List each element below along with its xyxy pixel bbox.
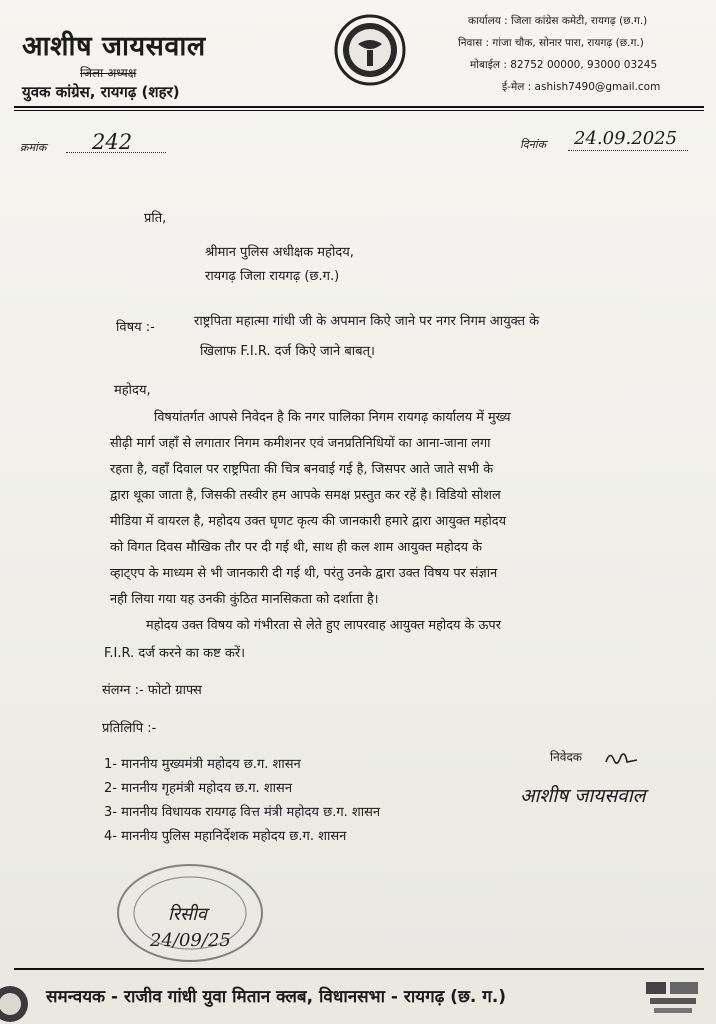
- body-line: सीढ़ी मार्ग जहाँ से लगातार निगम कमीशनर एवं जनप्रतिनिधियों का आना-जाना लगा: [110, 436, 491, 451]
- subject-line1: राष्ट्रपिता महात्मा गांधी जी के अपमान किऐ जाने पर नगर निगम आयुक्त के: [194, 314, 540, 329]
- header-divider: [14, 106, 704, 108]
- cc-item: 2- माननीय गृहमंत्री महोदय छ.ग. शासन: [104, 781, 293, 796]
- ref-label: क्रमांक: [20, 141, 47, 154]
- cc-label: प्रतिलिपि :-: [102, 721, 157, 736]
- letterhead-name: आशीष जायसवाल: [22, 31, 206, 62]
- addressee-line1: श्रीमान पुलिस अधीक्षक महोदय,: [205, 245, 354, 260]
- body-line: व्हाट्एप के माध्यम से भी जानकारी दी गई थी, परंतु उनके द्वारा उक्त विषय पर संज्ञान: [110, 566, 498, 581]
- footer-badge-icon: [0, 980, 34, 1024]
- signature-name: आशीष जायसवाल: [520, 785, 646, 807]
- stamp-note: रिसीव: [168, 904, 207, 925]
- signature-label: निवेदक: [550, 750, 583, 764]
- stamp-date: 24/09/25: [150, 930, 231, 951]
- letterhead-email: ई-मेल : ashish7490@gmail.com: [502, 81, 661, 93]
- cc-item: 1- माननीय मुख्यमंत्री महोदय छ.ग. शासन: [104, 757, 301, 772]
- header-divider-thin: [14, 110, 704, 111]
- enclosure: संलग्न :- फोटो ग्राफ्स: [102, 683, 202, 698]
- body-line: रहता है, वहाँ दिवाल पर राष्ट्रपिता की चित्र बनवाई गई है, जिसपर आते जाते सभी के: [110, 462, 494, 477]
- date-dotted-line: [568, 150, 688, 151]
- date-value: 24.09.2025: [574, 128, 678, 149]
- letterhead-mobile: मोबाईल : 82752 00000, 93000 03245: [470, 59, 658, 71]
- letterhead-office: कार्यालय : जिला कांग्रेस कमेटी, रायगढ़ (छ.ग.): [468, 15, 648, 27]
- request-line: F.I.R. दर्ज करने का कष्ट करें।: [104, 646, 246, 661]
- footer-divider: [14, 968, 704, 970]
- cc-item: 4- माननीय पुलिस महानिर्देशक महोदय छ.ग. शासन: [104, 829, 347, 844]
- club-logo-icon: [640, 978, 706, 1018]
- ref-number: 242: [92, 130, 133, 154]
- addressee-line2: रायगढ़ जिला रायगढ़ (छ.ग.): [205, 269, 340, 284]
- body-line: को विगत दिवस मौखिक तौर पर दी गई थी, साथ ही कल शाम आयुक्त महोदय के: [110, 540, 482, 555]
- body-line: मीडिया में वायरल है, महोदय उक्त घृणट कृत्य की जानकारी हमारे द्वारा आयुक्त महोदय: [110, 514, 506, 529]
- subject-line2: खिलाफ F.I.R. दर्ज किऐ जाने बाबत्।: [200, 344, 375, 359]
- date-label: दिनांक: [520, 138, 547, 151]
- congress-hand-logo-icon: [334, 14, 406, 86]
- body-line: नही लिया गया यह उनकी कुंठित मानसिकता को दर्शाता है।: [110, 592, 379, 607]
- to-prefix: प्रति,: [144, 211, 167, 226]
- subject-label: विषय :-: [116, 320, 155, 335]
- salutation: महोदय,: [114, 383, 151, 398]
- cc-item: 3- माननीय विधायक रायगढ़ वित्त मंत्री महोदय छ.ग. शासन: [104, 805, 381, 820]
- letterhead-role-struck: जिला अध्यक्ष: [80, 66, 137, 80]
- letterhead-residence: निवास : गांजा चौक, सोनार पारा, रायगढ़ (छ.ग.): [458, 37, 644, 49]
- letterhead-role: युवक कांग्रेस, रायगढ़ (शहर): [22, 83, 180, 101]
- signature-scribble-icon: [604, 748, 640, 770]
- footer-text: समन्वयक - राजीव गांधी युवा मितान क्लब, विधानसभा - रायगढ़ (छ. ग.): [46, 987, 507, 1007]
- body-line: विषयांतर्गत आपसे निवेदन है कि नगर पालिका निगम रायगढ़ कार्यालय में मुख्य: [154, 410, 511, 425]
- body-line: द्वारा थूका जाता है, जिसकी तस्वीर हम आपके समक्ष प्रस्तुत कर रहें है। विडियो सोशल: [110, 488, 501, 503]
- request-line: महोदय उक्त विषय को गंभीरता से लेते हुए लापरवाह आयुक्त महोदय के ऊपर: [146, 618, 501, 633]
